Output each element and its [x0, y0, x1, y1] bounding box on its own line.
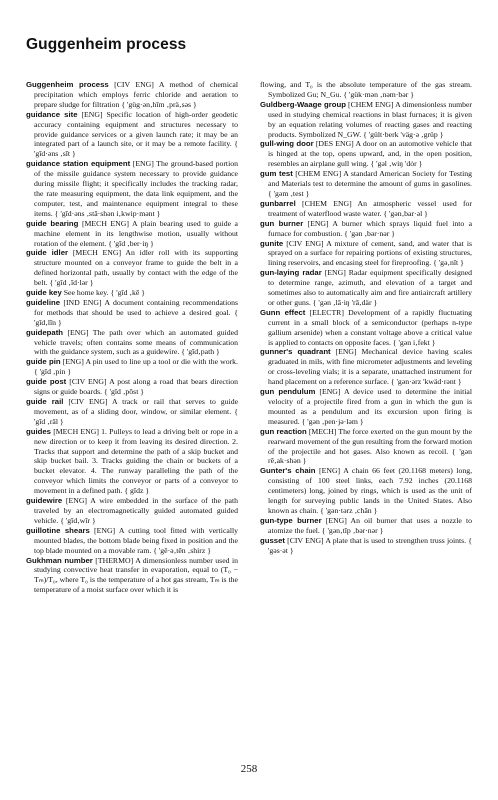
- dictionary-entry: [260, 169, 472, 199]
- entry-definition: [ENG] A chain 66 feet (20.1168 meters) long, consisting of 100 steel links, each 7.92 inches (20.1168 centimeters) long, joined by rings, which is used as the unit of length for surveying public lands in the United States. Also known as chain. { 'gən·tərz ‚chān }: [268, 466, 473, 515]
- dictionary-entry: [260, 199, 472, 219]
- dictionary-entry: [26, 248, 238, 288]
- entry-definition: [CHEM ENG] A standard American Society for Testing and Materials test to determine the amount of gums in gasolines. { 'gəm ‚test }: [268, 169, 473, 198]
- dictionary-entry: [260, 427, 472, 467]
- left-column: [26, 80, 238, 595]
- dictionary-entry: [260, 308, 472, 348]
- running-head: Guggenheim process: [26, 36, 187, 53]
- entry-definition: [MECH ENG] A plain bearing used to guide a machine element in its lengthwise motion, usually without rotation of the element. { 'gīd ‚ber·iŋ }: [34, 218, 238, 248]
- dictionary-entry: [26, 110, 238, 160]
- dictionary-entry: [26, 298, 238, 328]
- entry-definition: [CIV ENG] A post along a road that bears direction signs or guide boards. { 'gīd ‚pōst }: [34, 377, 239, 397]
- entry-headword: guidewire: [26, 496, 63, 506]
- entry-headword: guide rail: [26, 397, 64, 406]
- entry-definition: [CHEM ENG] An atmospheric vessel used for treatment of waterflood waste water. { 'gən‚bar·əl }: [268, 198, 473, 218]
- entry-definition: [CIV ENG] A method of chemical precipitation which employs ferric chloride and aeration to prepare sludge for filtration { 'güg·ən‚hīm ‚prä‚səs }: [34, 80, 239, 109]
- dictionary-entry: [26, 427, 238, 496]
- dictionary-entry: [260, 536, 472, 556]
- entry-headword: gum test: [260, 169, 293, 179]
- entry-definition: [IND ENG] A document containing recommendations for methods that should be used to achieve a desired goal. { 'gīd‚līn }: [34, 297, 239, 327]
- entry-headword: guide post: [26, 377, 67, 387]
- entry-definition: [MECH] The force exerted on the gun mount by the rearward movement of the gun resulting from the forward motion of the projectile and hot gases. Also known as recoil. { 'gən rē‚ak·shən }: [268, 426, 472, 466]
- entry-definition: [ENG] The path over which an automated guided vehicle travels; often contains some means of communication with the guidance system, such as a guidewire. { 'gīd‚path }: [34, 327, 238, 357]
- dictionary-entry: [26, 80, 238, 110]
- entry-definition: [ENG] Radar equipment specifically designed to determine range, azimuth, and elevation of a target and sometimes also to automatically aim and fire antiaircraft artillery or other guns. { 'gən ‚lā·iŋ 'rā‚där }: [268, 268, 473, 307]
- entry-definition: [DES ENG] A door on an automotive vehicle that is hinged at the top, opens upward, and, in the open position, resembles an airplane gull wing. { 'gəl ‚wiŋ 'dȯr }: [268, 139, 473, 169]
- dictionary-entry: [260, 239, 472, 269]
- dictionary-entry: [26, 397, 238, 427]
- entry-definition: See home key. { 'gīd ‚kē }: [63, 288, 145, 298]
- entry-headword: gun-laying radar: [260, 268, 322, 278]
- entry-headword: guide key: [26, 288, 62, 298]
- dictionary-entry: [260, 466, 472, 516]
- entry-headword: Gunter's chain: [260, 466, 316, 476]
- entry-headword: Gunn effect: [260, 307, 306, 317]
- entry-headword: guidance station equipment: [26, 159, 131, 169]
- dictionary-entry: [26, 526, 238, 556]
- entry-definition: [ENG] A pin used to line up a tool or die with the work. { 'gīd ‚pin }: [34, 357, 238, 377]
- entry-headword: gun burner: [260, 218, 304, 228]
- entry-definition: [ENG] A burner which sprays liquid fuel into a furnace for combustion. { 'gən ‚bər·nər }: [268, 218, 473, 238]
- entry-headword: guides: [26, 426, 51, 436]
- entry-definition: [ENG] Specific location of high-order geodetic accuracy containing equipment and structures necessary to provide guidance services or a given launch rate; it may be an integrated part of a launch site, or it may be a remote facility. { 'gīd·əns ‚sīt }: [34, 109, 238, 159]
- entry-definition: [ELECTR] Development of a rapidly fluctuating current in a small block of a semiconductor (perhaps n-type gallium arsenide) when a constant voltage above a critical value is applied to contacts on opposite faces. { 'gən i‚fekt }: [268, 307, 473, 347]
- right-column: [260, 80, 472, 556]
- dictionary-entry: [26, 288, 238, 298]
- dictionary-entry: [26, 357, 238, 377]
- entry-headword: Gukhman number: [26, 555, 93, 565]
- dictionary-entry: [26, 219, 238, 249]
- entry-headword: guide pin: [26, 357, 61, 367]
- entry-headword: Guldberg-Waage group: [260, 99, 346, 109]
- entry-definition: [CHEM ENG] A dimensionless number used in studying chemical reactions in blast furnaces; it is given by an equation relating volumes of reacting gases and reacting products. Symbolized N_GW. { 'gült·berk 'väg·ə ‚grüp }: [268, 99, 473, 139]
- entry-headword: gull-wing door: [260, 139, 314, 149]
- entry-definition: [ENG] An oil burner that uses a nozzle to atomize the fuel. { 'gən‚tīp ‚bər·nər }: [268, 515, 472, 535]
- dictionary-entry: [260, 268, 472, 308]
- entry-definition: [ENG] A device used to determine the initial velocity of a projectile fired from a gun in which the gun is mounted as a pendulum and its excursion upon firing is measured. { 'gən ‚pen·jə·ləm }: [268, 387, 472, 426]
- entry-definition: [CIV ENG] A plate that is used to strengthen truss joints. { 'gəs·ət }: [268, 535, 473, 555]
- entry-definition: [THERMO] A dimensionless number used in studying convective heat transfer in evaporation, equal to (T₀ − Tₘ)/T₀, where T₀ is the temperature of a hot gas stream, Tₘ is the temperature of a moist surface over which it is: [34, 555, 238, 595]
- entry-headword: guidepath: [26, 327, 64, 337]
- entry-headword: guide bearing: [26, 218, 79, 228]
- dictionary-entry: [260, 219, 472, 239]
- dictionary-entry: [26, 159, 238, 218]
- entry-definition: flowing, and T₀ is the absolute temperature of the gas stream. Symbolized Gu; N_Gu. { 'gük·mən ‚nəm·bər }: [260, 80, 472, 99]
- dictionary-entry: [26, 496, 238, 526]
- page-number: 258: [240, 763, 258, 775]
- entry-definition: [MECH ENG] An idler roll with its supporting structure mounted on a conveyor frame to guide the belt in a defined horizontal path, usually by contact with the edge of the belt. { 'gīd ‚īd·lər }: [34, 248, 238, 288]
- entry-headword: guide idler: [26, 248, 69, 258]
- entry-definition: [CIV ENG] A mixture of cement, sand, and water that is sprayed on a surface for repairing portions of existing structures, lining reservoirs, and encasing steel for fireproofing. { 'gə‚nīt }: [268, 238, 472, 268]
- entry-headword: guillotine shears: [26, 525, 90, 535]
- entry-definition: [ENG] A cutting tool fitted with vertically mounted blades, the bottom blade being fixed in position and the top blade mounted on a movable ram. { 'gē·ə‚tēn ‚shirz }: [34, 525, 239, 555]
- entry-headword: gunner's quadrant: [260, 347, 331, 357]
- entry-headword: guideline: [26, 297, 61, 307]
- entry-headword: gun pendulum: [260, 387, 316, 397]
- dictionary-entry: [260, 387, 472, 427]
- dictionary-entry: [260, 347, 472, 387]
- entry-headword: Guggenheim process: [26, 80, 109, 89]
- dictionary-entry: [26, 328, 238, 358]
- entry-definition: [CIV ENG] A track or rail that serves to guide movement, as of a sliding door, window, or similar element. { 'gīd ‚rāl }: [34, 397, 239, 426]
- dictionary-entry-continued: [260, 80, 472, 100]
- entry-definition: [ENG] Mechanical device having scales graduated in mils, with fine micrometer adjustments and leveling or cross-leveling vials; it is a separate, unattached instrument for hand placement on a reference surface. { 'gən·ərz 'kwäd·rənt }: [268, 347, 472, 387]
- dictionary-entry: [26, 556, 238, 596]
- entry-headword: gusset: [260, 535, 285, 545]
- entry-headword: gun-type burner: [260, 515, 322, 525]
- entry-definition: [MECH ENG] 1. Pulleys to lead a driving belt or rope in a new direction or to keep it from leaving its desired direction. 2. Tracks that support and determine the path of a skip bucket and skip bucket bail. 3. Tracks guiding the chain or buckets of a bucket elevator. 4. The runway paralleling the path of the conveyor which limits the conveyor or parts of a conveyor to movement in a defined path. { gīdz }: [34, 426, 238, 496]
- entry-headword: guidance site: [26, 109, 78, 119]
- entry-headword: gun reaction: [260, 426, 307, 436]
- dictionary-entry: [26, 377, 238, 397]
- dictionary-entry: [260, 139, 472, 169]
- entry-headword: gunite: [260, 238, 284, 248]
- entry-definition: [ENG] The ground-based portion of the missile guidance system necessary to provide guidance during missile flight; it specifically includes the tracking radar, the rate measuring equipment, the data link equipment, and the computer, test, and maintenance equipment integral to these items. { 'gīd·əns ‚stā·shən i‚kwip·mənt }: [34, 159, 238, 218]
- entry-headword: gunbarrel: [260, 198, 296, 208]
- entry-definition: [ENG] A wire embedded in the surface of the path traveled by an electromagnetically guided automated guided vehicle. { 'gīd‚wīr }: [34, 496, 239, 525]
- dictionary-entry: [260, 516, 472, 536]
- dictionary-entry: [260, 100, 472, 140]
